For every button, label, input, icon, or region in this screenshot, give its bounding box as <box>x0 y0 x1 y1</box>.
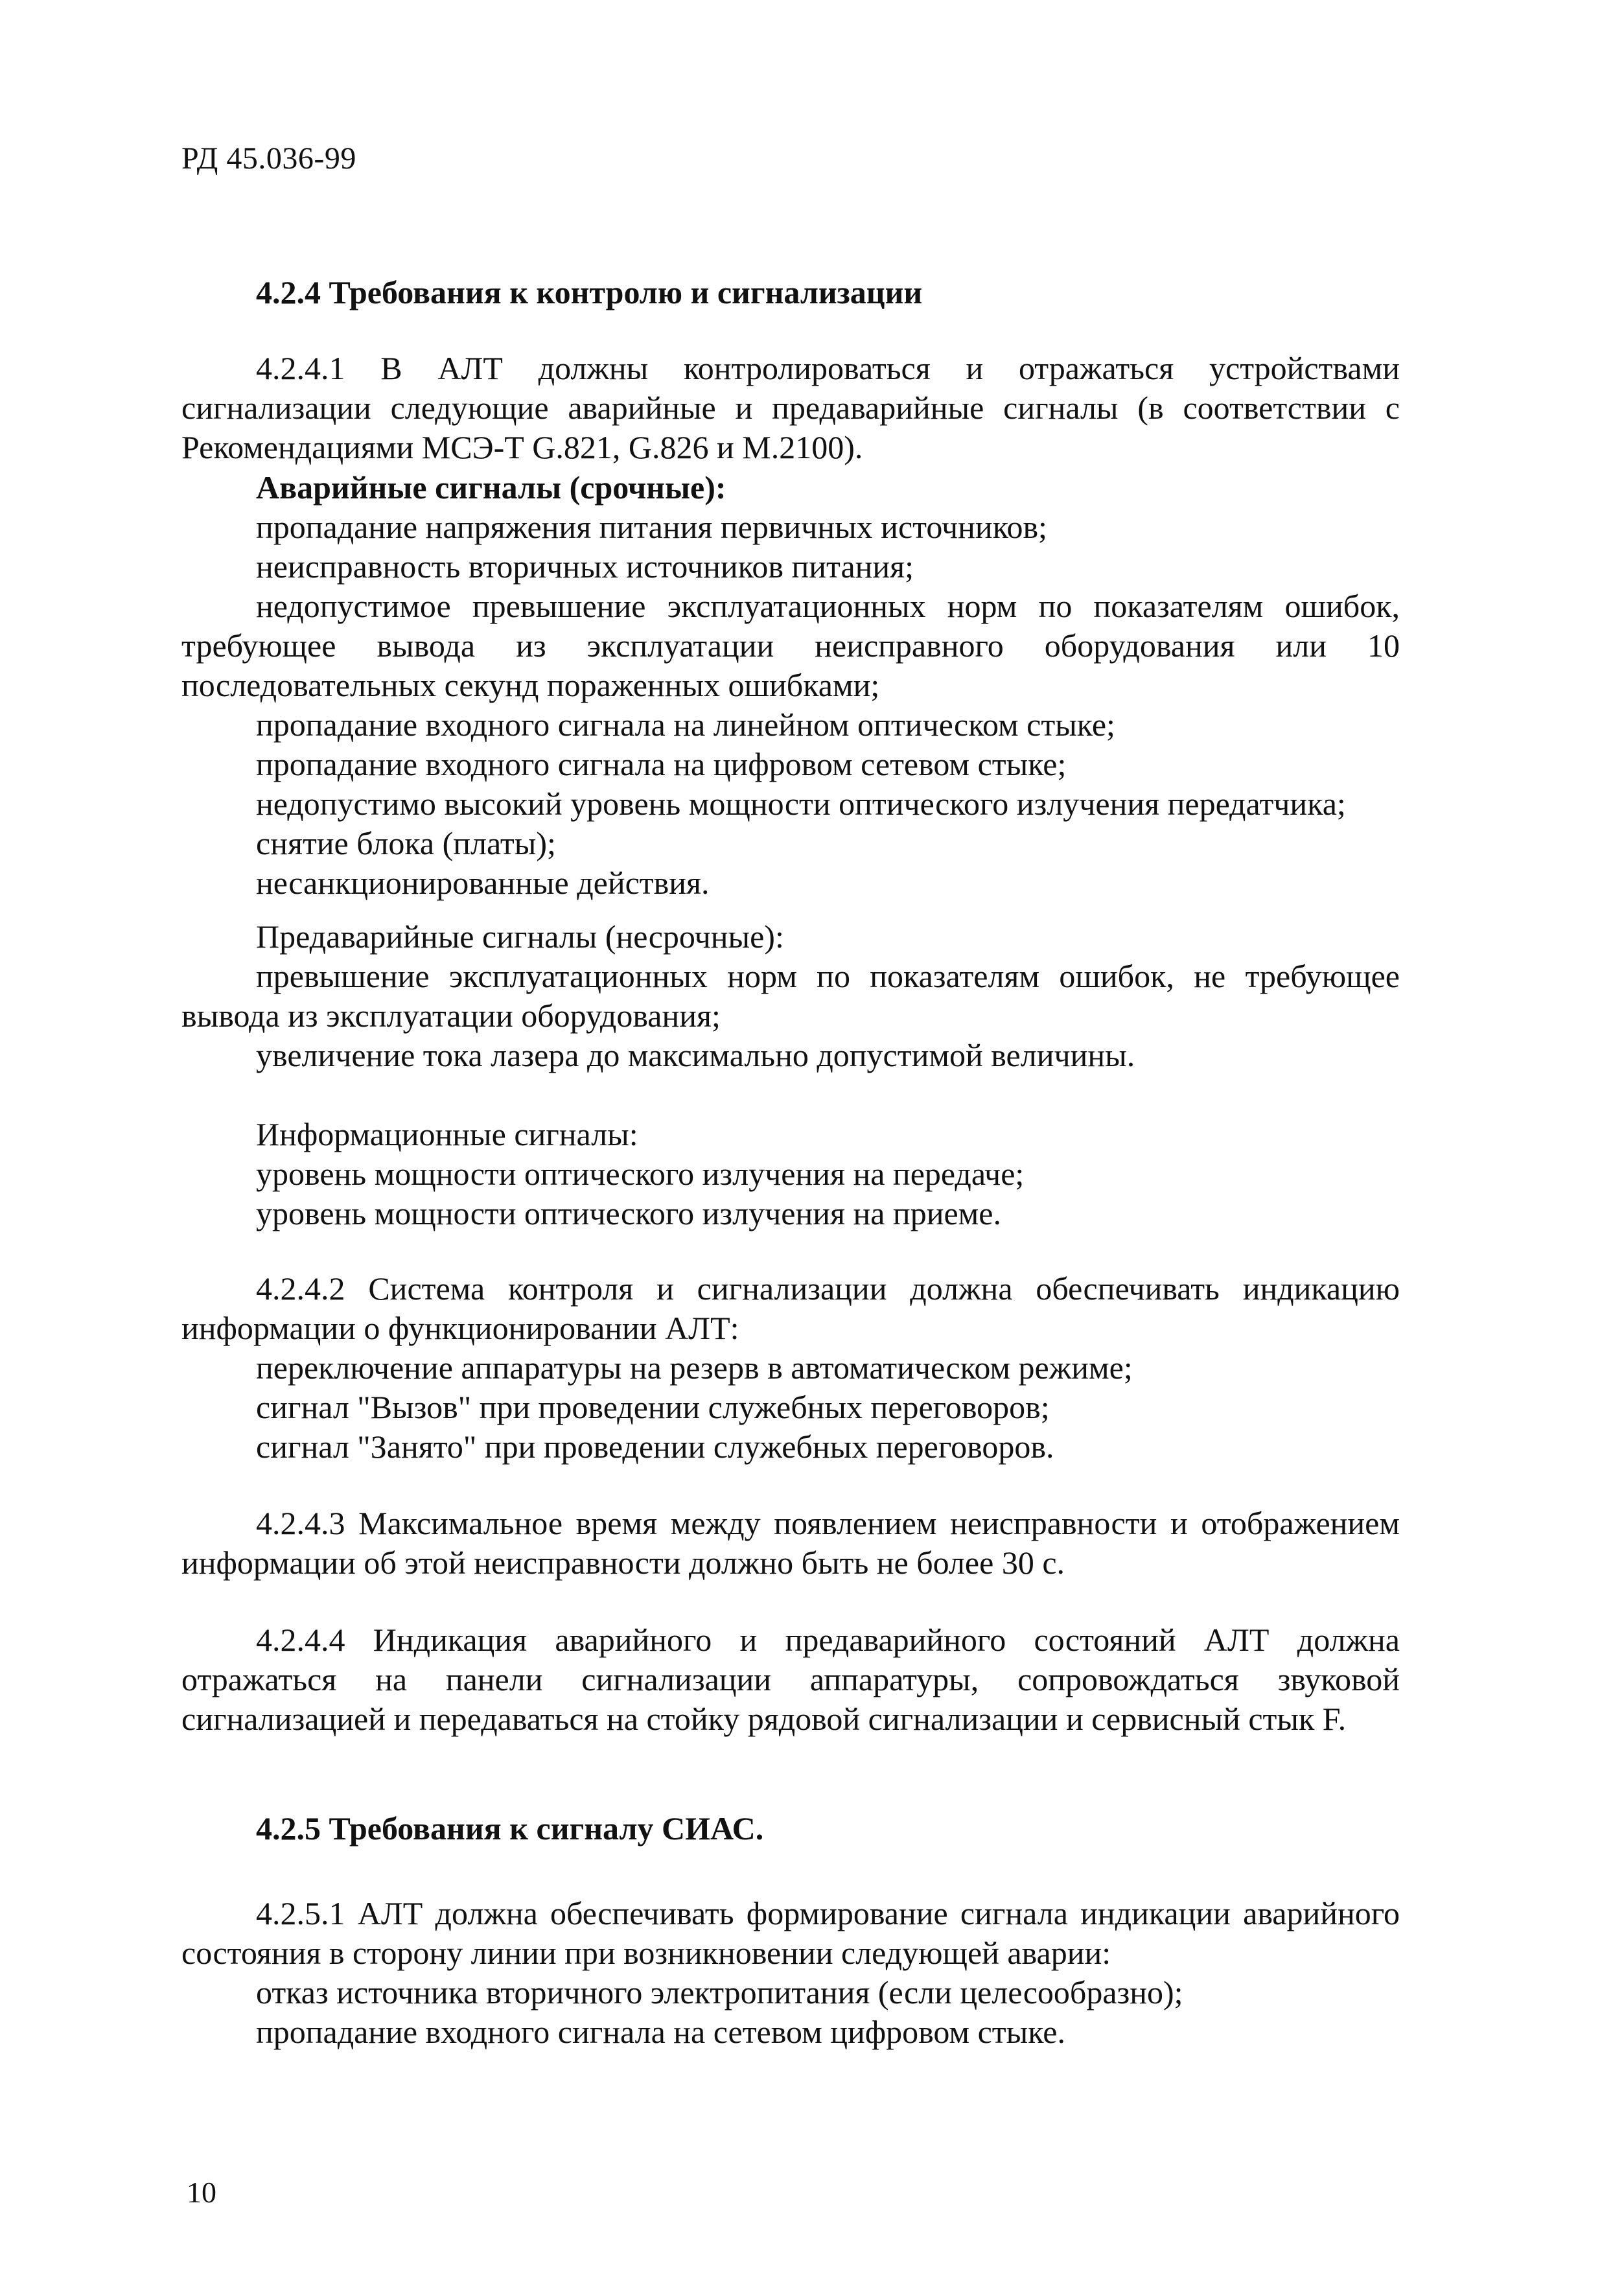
list-item: сигнал "Занято" при проведении служебных переговоров. <box>256 1428 1054 1465</box>
list-item: пропадание входного сигнала на линейном оптическом стыке; <box>256 706 1115 743</box>
section-heading-4-2-4: 4.2.4 Требования к контролю и сигнализации <box>256 274 923 310</box>
paragraph-4-2-4-4: 4.2.4.4 Индикация аварийного и предаварийного состояний АЛТ должна отражаться на панели сигнализации аппаратуры, сопровождаться звуковой сигнализацией и передаваться на стойку рядовой сигнализации и сервисный стык F. <box>181 1622 1400 1737</box>
list-item: недопустимое превышение эксплуатационных норм по показателям ошибок, требующее вывода из эксплуатации неисправного оборудования или 10 последовательных секунд пораженных ошибками; <box>181 588 1400 703</box>
list-item: пропадание входного сигнала на цифровом сетевом стыке; <box>256 746 1067 782</box>
alarm-urgent-title: Аварийные сигналы (срочные): <box>256 469 726 506</box>
alarm-urgent-list <box>181 468 1400 903</box>
section-heading-4-2-5: 4.2.5 Требования к сигналу СИАС. <box>256 1810 764 1847</box>
info-signals-list <box>181 1115 1400 1233</box>
list-item: превышение эксплуатационных норм по показателям ошибок, не требующее вывода из эксплуатации оборудования; <box>181 958 1400 1034</box>
list-item: переключение аппаратуры на резерв в автоматическом режиме; <box>256 1349 1133 1386</box>
page-number: 10 <box>187 2176 216 2209</box>
functioning-info-list <box>181 1348 1400 1467</box>
list-item: недопустимо высокий уровень мощности оптического излучения передатчика; <box>256 786 1346 822</box>
paragraph-4-2-5-1: 4.2.5.1 АЛТ должна обеспечивать формирование сигнала индикации аварийного состояния в сторону линии при возникновении следующей аварии: <box>181 1895 1400 1971</box>
info-signals-title: Информационные сигналы: <box>256 1116 638 1152</box>
list-item: увеличение тока лазера до максимально допустимой величины. <box>256 1037 1135 1073</box>
list-item: пропадание напряжения питания первичных источников; <box>256 509 1047 545</box>
list-item: снятие блока (платы); <box>256 825 556 861</box>
list-item: уровень мощности оптического излучения на передаче; <box>256 1156 1025 1192</box>
list-item: неисправность вторичных источников питания; <box>256 548 914 585</box>
list-item: сигнал "Вызов" при проведении служебных переговоров; <box>256 1389 1050 1425</box>
list-item: пропадание входного сигнала на сетевом цифровом стыке. <box>256 2014 1065 2050</box>
alarm-non-urgent-title: Предаварийные сигналы (несрочные): <box>256 918 784 955</box>
paragraph-4-2-4-3: 4.2.4.3 Максимальное время между появлением неисправности и отображением информации об этой неисправности должно быть не более 30 с. <box>181 1505 1400 1581</box>
siac-conditions-list <box>181 1973 1400 2052</box>
list-item: несанкционированные действия. <box>256 865 710 901</box>
list-item: отказ источника вторичного электропитания (если целесообразно); <box>256 1974 1183 2010</box>
paragraph-4-2-4-2: 4.2.4.2 Система контроля и сигнализации должна обеспечивать индикацию информации о функционировании АЛТ: <box>181 1270 1400 1346</box>
paragraph-4-2-4-1: 4.2.4.1 В АЛТ должны контролироваться и отражаться устройствами сигнализации следующие аварийные и предаварийные сигналы (в соответствии с Рекомендациями МСЭ-Т G.821, G.826 и М.2100). <box>181 350 1400 465</box>
document-code: РД 45.036-99 <box>181 141 356 176</box>
alarm-non-urgent-list <box>181 917 1400 1075</box>
list-item: уровень мощности оптического излучения на приеме. <box>256 1195 1001 1231</box>
